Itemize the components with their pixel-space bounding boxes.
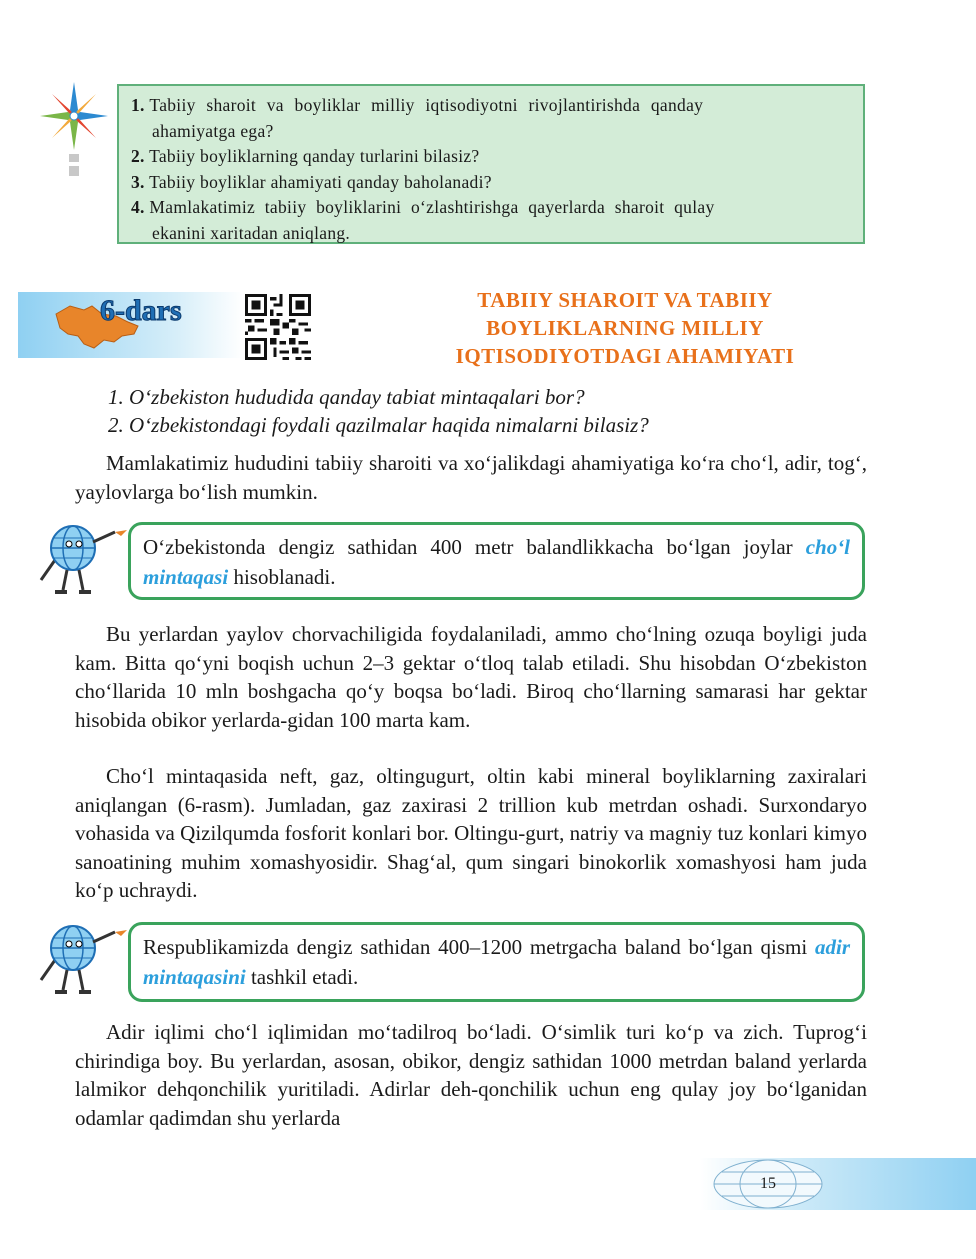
paragraph-4: Adir iqlimi cho‘l iqlimidan mo‘tadilroq bo‘ladi. O‘simlik turi ko‘p va zich. Tuprog‘i chirindiga boy. Bu yerlardan, asosan, obikor, dengiz sathidan 1000 metrdan baland yerlarda lalmikor dehqonchilik yuritiladi. Adirlar deh-qonchilik uchun eng qulay joy bo‘lganidan odamlar qadimdan shu yerlarda <box>75 1020 867 1130</box>
intro-question-1: 1. O‘zbekiston hududida qanday tabiat mintaqalari bor? <box>108 385 585 409</box>
lesson-title: TABIIY SHAROIT VA TABIIY BOYLIKLARNING MILLIY IQTISODIYOTDAGI AHAMIYATI <box>455 288 795 368</box>
compass-question-icon <box>38 80 110 180</box>
term-desert-zone: cho‘l mintaqasi <box>143 535 851 589</box>
lesson-number: 6-dars <box>100 294 182 327</box>
globe-mascot-icon <box>35 918 130 998</box>
question-1: 1. Tabiiy sharoit va boyliklar milliy iqtisodiyotni rivojlantirishda qanday ahamiyatga ega? <box>131 95 704 141</box>
question-3: 3. Tabiiy boyliklar ahamiyati qanday baholanadi? <box>131 171 492 192</box>
paragraph-3: Cho‘l mintaqasida neft, gaz, oltingugurt, oltin kabi mineral boyliklarning zaxiralari aniqlangan (6-rasm). Jumladan, gaz zaxirasi 2 trillion kub metrdan oshadi. Surxondaryo vohasida va Qizilqumda fosforit konlari bor. Oltingu-gurt, natriy va magniy tuz konlari kimyo sanoatining muhim xomashyosidir. Shag‘al, qum singari binokorlik xomashyosi ham juda ko‘p uchraydi. <box>75 764 867 902</box>
review-questions-box <box>117 84 865 244</box>
intro-question-2: 2. O‘zbekistondagi foydali qazilmalar haqida nimalarni bilasiz? <box>108 413 649 437</box>
page-number: 15 <box>760 1175 776 1192</box>
paragraph-1: Mamlakatimiz hududini tabiiy sharoiti va xo‘jalikdagi ahamiyatiga ko‘ra cho‘l, adir, tog‘, yaylovlarga bo‘lish mumkin. <box>75 451 867 504</box>
paragraph-2: Bu yerlardan yaylov chorvachiligida foydalaniladi, ammo cho‘lning ozuqa boyligi juda kam. Bitta qo‘yni boqish uchun 2–3 gektar o‘tloq talab etiladi. Shu hisobdan O‘zbekiston cho‘llarida 10 mln boshgacha qo‘y boqsa bo‘ladi. Biroq cho‘llarning samarasi har gektar hisobida obikor yerlarda-gidan 100 marta kam. <box>75 622 867 732</box>
term-foothill-zone: adir mintaqasini <box>143 935 850 989</box>
qr-code-icon[interactable] <box>245 294 311 360</box>
definition-foothill-zone: Respublikamizda dengiz sathidan 400–1200 metrgacha baland bo‘lgan qismi adir mintaqasini tashkil etadi. <box>128 922 865 1002</box>
question-2: 2. Tabiiy boyliklarning qanday turlarini bilasiz? <box>131 146 480 166</box>
question-4: 4. Mamlakatimiz tabiiy boyliklarini o‘zlashtirishga qayerlarda sharoit qulay ekanini xaritadan aniqlang. <box>131 197 715 243</box>
globe-mascot-icon <box>35 518 130 598</box>
definition-desert-zone: O‘zbekistonda dengiz sathidan 400 metr balandlikkacha bo‘lgan joylar cho‘l mintaqasi hisoblanadi. <box>128 522 865 600</box>
